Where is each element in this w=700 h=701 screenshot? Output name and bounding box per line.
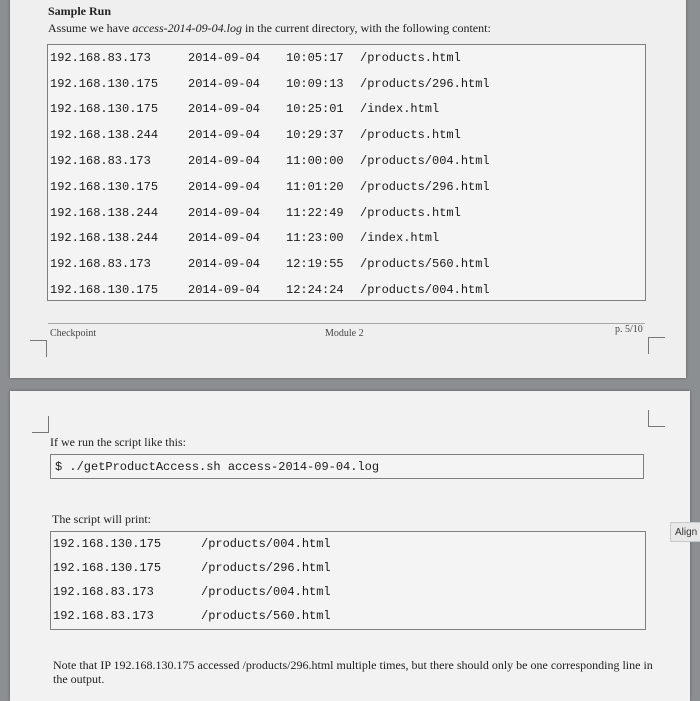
footer-left: Checkpoint: [50, 328, 97, 339]
log-cell-path: /products/296.html: [360, 179, 490, 194]
intro-before: Assume we have: [48, 21, 133, 35]
note-paragraph: Note that IP 192.168.130.175 accessed /products/296.html multiple times, but there should only be one corresponding line in the output.: [53, 658, 653, 686]
log-cell-time: 10:25:01: [286, 102, 344, 117]
log-cell-path: /index.html: [360, 231, 440, 246]
log-cell-date: 2014-09-04: [188, 257, 261, 272]
log-cell-date: 2014-09-04: [188, 154, 261, 169]
footer-rule: [48, 323, 645, 324]
output-row: [51, 604, 401, 628]
log-cell-time: 11:22:49: [286, 205, 344, 220]
log-row: [48, 174, 510, 200]
log-row: [48, 200, 510, 226]
log-cell-path: /index.html: [360, 102, 440, 117]
log-cell-path: /products/004.html: [360, 154, 490, 169]
log-table: [48, 45, 510, 303]
log-content-box: [47, 44, 646, 301]
output-cell-path: /products/560.html: [201, 609, 331, 623]
log-cell-time: 10:09:13: [286, 76, 344, 91]
log-filename: access-2014-09-04.log: [132, 21, 242, 35]
footer-center: Module 2: [325, 328, 364, 339]
log-cell-date: 2014-09-04: [188, 50, 261, 65]
crop-mark-icon: [30, 340, 47, 357]
output-cell-ip: 192.168.83.173: [53, 609, 154, 623]
log-row: [48, 226, 510, 252]
log-cell-date: 2014-09-04: [188, 76, 261, 91]
log-cell-date: 2014-09-04: [188, 102, 261, 117]
log-cell-ip: 192.168.138.244: [50, 128, 159, 143]
log-row: [48, 122, 510, 148]
log-cell-ip: 192.168.138.244: [50, 231, 159, 246]
crop-mark-icon: [648, 410, 665, 427]
log-cell-time: 12:24:24: [286, 283, 344, 298]
output-cell-path: /products/296.html: [201, 561, 331, 575]
print-intro: The script will print:: [52, 512, 151, 526]
log-cell-time: 10:29:37: [286, 128, 344, 143]
crop-mark-icon: [32, 416, 49, 433]
log-cell-path: /products.html: [360, 50, 461, 65]
log-cell-path: /products.html: [360, 205, 461, 220]
log-cell-ip: 192.168.130.175: [50, 283, 159, 298]
log-cell-time: 12:19:55: [286, 257, 344, 272]
output-cell-ip: 192.168.83.173: [53, 585, 154, 599]
log-row: [48, 277, 510, 303]
log-cell-date: 2014-09-04: [188, 283, 261, 298]
section-heading: Sample Run: [48, 4, 112, 18]
log-cell-time: 11:00:00: [286, 154, 344, 169]
output-cell-path: /products/004.html: [201, 585, 331, 599]
run-intro: If we run the script like this:: [50, 435, 186, 449]
log-cell-date: 2014-09-04: [188, 128, 261, 143]
log-cell-date: 2014-09-04: [188, 179, 261, 194]
crop-mark-icon: [648, 337, 665, 354]
output-cell-ip: 192.168.130.175: [53, 537, 162, 551]
output-row: [51, 532, 401, 556]
output-row: [51, 580, 401, 604]
log-row: [48, 148, 510, 174]
log-cell-date: 2014-09-04: [188, 231, 261, 246]
log-cell-path: /products.html: [360, 128, 461, 143]
log-cell-date: 2014-09-04: [188, 205, 261, 220]
output-box: [50, 531, 646, 630]
log-row: [48, 251, 510, 277]
log-cell-time: 10:05:17: [286, 50, 344, 65]
log-cell-ip: 192.168.83.173: [50, 50, 151, 65]
log-cell-ip: 192.168.130.175: [50, 102, 159, 117]
log-cell-ip: 192.168.83.173: [50, 257, 151, 272]
log-cell-ip: 192.168.138.244: [50, 205, 159, 220]
log-cell-ip: 192.168.83.173: [50, 154, 151, 169]
log-cell-path: /products/560.html: [360, 257, 490, 272]
log-cell-ip: 192.168.130.175: [50, 76, 159, 91]
output-cell-ip: 192.168.130.175: [53, 561, 162, 575]
align-tab[interactable]: Align: [670, 522, 700, 542]
intro-after: in the current directory, with the following content:: [241, 21, 491, 35]
footer-page-number: p. 5/10: [615, 324, 643, 335]
output-cell-path: /products/004.html: [201, 537, 331, 551]
log-cell-time: 11:23:00: [286, 231, 344, 246]
log-cell-path: /products/296.html: [360, 76, 490, 91]
log-cell-ip: 192.168.130.175: [50, 179, 159, 194]
log-cell-time: 11:01:20: [286, 179, 344, 194]
log-row: [48, 97, 510, 123]
output-table: [51, 532, 401, 628]
log-row: [48, 45, 510, 71]
command-box: $ ./getProductAccess.sh access-2014-09-04.log: [50, 454, 644, 479]
log-cell-path: /products/004.html: [360, 283, 490, 298]
intro-paragraph: [48, 21, 491, 35]
log-row: [48, 71, 510, 97]
output-row: [51, 556, 401, 580]
